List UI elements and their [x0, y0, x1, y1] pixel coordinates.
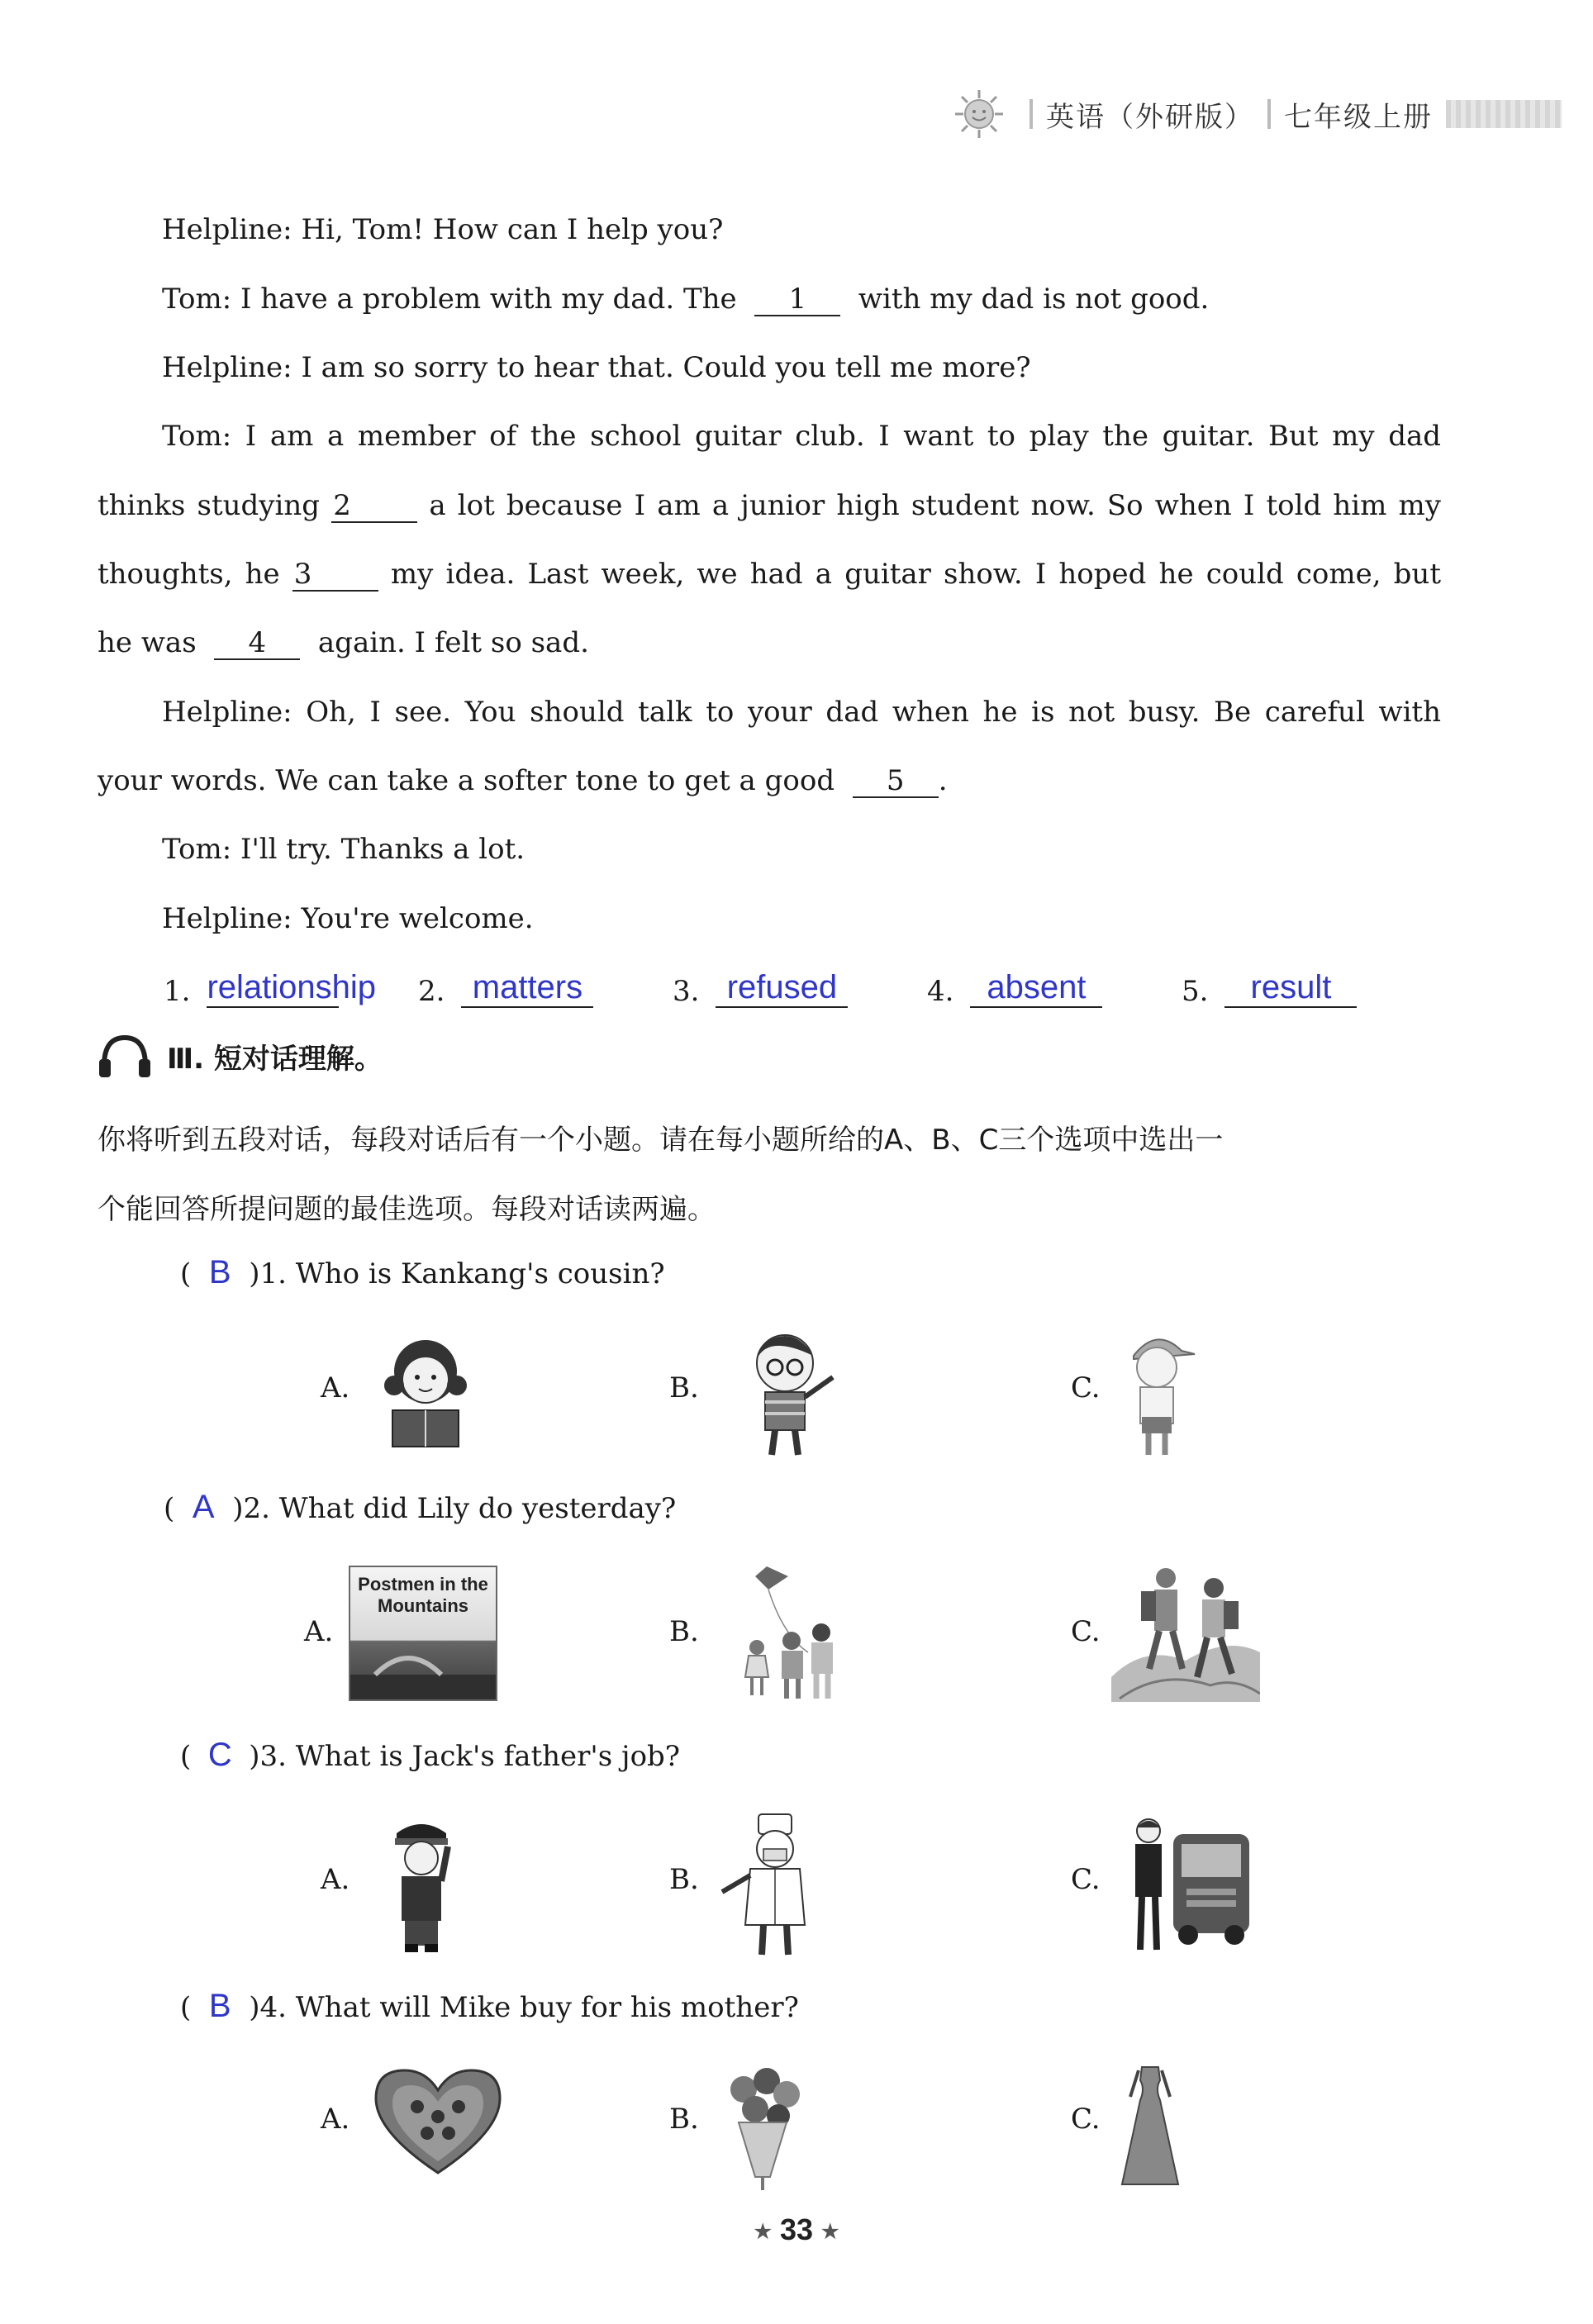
passage-line-10: Tom: I'll try. Thanks a lot. — [162, 833, 525, 866]
q1-option-b-label: B. — [669, 1371, 699, 1404]
q1-option-c-label: C. — [1071, 1371, 1101, 1404]
passage-line-2: Tom: I have a problem with my dad. The 1 with my dad is not good. — [162, 283, 1210, 316]
section-3-title: Ⅲ. 短对话理解。 — [167, 1042, 383, 1076]
question-3-answer[interactable]: C — [207, 1737, 232, 1773]
q4-heart-chocolate-box-image[interactable] — [368, 2065, 508, 2181]
passage-line-11: Helpline: You're welcome. — [162, 902, 534, 935]
header-subject: 英语（外研版） — [1046, 100, 1254, 134]
q1-option-a-label: A. — [321, 1371, 350, 1404]
blank-3: 3 — [292, 559, 378, 592]
answer-4-value[interactable]: absent — [970, 968, 1102, 1008]
passage-line-3: Helpline: I am so sorry to hear that. Could you tell me more? — [162, 351, 1031, 384]
q3-option-b-label: B. — [669, 1863, 699, 1896]
q3-option-c-label: C. — [1071, 1863, 1101, 1896]
q4-flower-bouquet-image[interactable] — [717, 2061, 808, 2193]
answer-4: 4. absent — [927, 968, 1102, 1008]
q1-boy-glasses-image[interactable] — [735, 1326, 843, 1458]
passage-line-6: thoughts, he 3 my idea. Last week, we had a guitar show. I hoped he could come, but — [97, 558, 1441, 591]
answer-2: 2. matters — [418, 968, 593, 1008]
header-grade: 七年级上册 — [1284, 100, 1433, 134]
q1-girl-reading-image[interactable] — [376, 1334, 475, 1450]
answer-5-value[interactable]: result — [1224, 968, 1357, 1008]
instruction-line-1: 你将听到五段对话，每段对话后有一个小题。请在每小题所给的A、B、C三个选项中选出一 — [97, 1124, 1224, 1157]
question-4: ( B )4. What will Mike buy for his mother? — [180, 1988, 799, 2024]
page-header — [953, 89, 1562, 139]
passage-line-9: your words. We can take a softer tone to get a good 5 . — [97, 764, 948, 797]
header-decoration — [1446, 100, 1562, 128]
instruction-line-2: 个能回答所提问题的最佳选项。每段对话读两遍。 — [97, 1193, 716, 1226]
q2-option-a-label: A. — [304, 1615, 334, 1648]
section-3-heading — [97, 1033, 383, 1079]
passage-line-4: Tom: I am a member of the school guitar club. I want to play the guitar. But my dad — [162, 420, 1441, 453]
passage-line-7: he was 4 again. I felt so sad. — [97, 626, 589, 659]
question-2-answer[interactable]: A — [192, 1489, 215, 1525]
q2-option-c-label: C. — [1071, 1615, 1101, 1648]
blank-2: 2 — [331, 491, 417, 523]
blank-4: 4 — [214, 628, 300, 660]
blank-1: 1 — [754, 284, 840, 316]
q2-kite-flying-image[interactable] — [717, 1561, 849, 1702]
star-icon: ★ — [821, 2220, 839, 2243]
answer-5: 5. result — [1182, 968, 1357, 1008]
question-3: ( C )3. What is Jack's father's job? — [180, 1737, 681, 1773]
q3-bus-driver-image[interactable] — [1124, 1809, 1256, 1958]
q4-dress-image[interactable] — [1117, 2064, 1183, 2188]
q4-option-b-label: B. — [669, 2103, 699, 2136]
q1-boy-cap-image[interactable] — [1115, 1326, 1198, 1458]
page-number — [0, 2212, 1593, 2247]
q3-police-officer-image[interactable] — [380, 1813, 463, 1954]
sun-icon — [953, 88, 1005, 140]
answer-3-value[interactable]: refused — [716, 968, 848, 1008]
question-2: ( A )2. What did Lily do yesterday? — [164, 1489, 677, 1525]
page-number-value: 33 — [779, 2212, 814, 2246]
q4-option-a-label: A. — [321, 2103, 350, 2136]
q2-option-b-label: B. — [669, 1615, 699, 1648]
question-1-answer[interactable]: B — [208, 1254, 231, 1290]
answers-row — [164, 950, 1453, 1008]
answer-2-value[interactable]: matters — [461, 968, 593, 1008]
answer-3: 3. refused — [673, 968, 848, 1008]
star-icon: ★ — [754, 2220, 772, 2243]
question-4-answer[interactable]: B — [208, 1988, 231, 2024]
question-1: ( B )1. Who is Kankang's cousin? — [180, 1254, 665, 1290]
passage-line-5: thinks studying 2 a lot because I am a junior high student now. So when I told him my — [97, 489, 1442, 522]
bridge-shape — [350, 1642, 496, 1699]
passage-line-1: Helpline: Hi, Tom! How can I help you? — [162, 213, 724, 246]
blank-5: 5 — [853, 766, 939, 798]
passage-line-8: Helpline: Oh, I see. You should talk to your dad when he is not busy. Be careful with — [162, 696, 1441, 729]
q4-option-c-label: C. — [1071, 2103, 1101, 2136]
answer-1: 1. relationship — [164, 969, 377, 1008]
q3-doctor-image[interactable] — [717, 1809, 825, 1958]
headphone-icon — [97, 1033, 152, 1079]
book-cover-title: Postmen in the Mountains — [358, 1574, 488, 1617]
q2-book-cover-image[interactable] — [349, 1566, 497, 1701]
q2-hiking-image[interactable] — [1111, 1553, 1260, 1702]
q3-option-a-label: A. — [321, 1863, 350, 1896]
answer-1-value[interactable]: relationship — [207, 968, 339, 1008]
